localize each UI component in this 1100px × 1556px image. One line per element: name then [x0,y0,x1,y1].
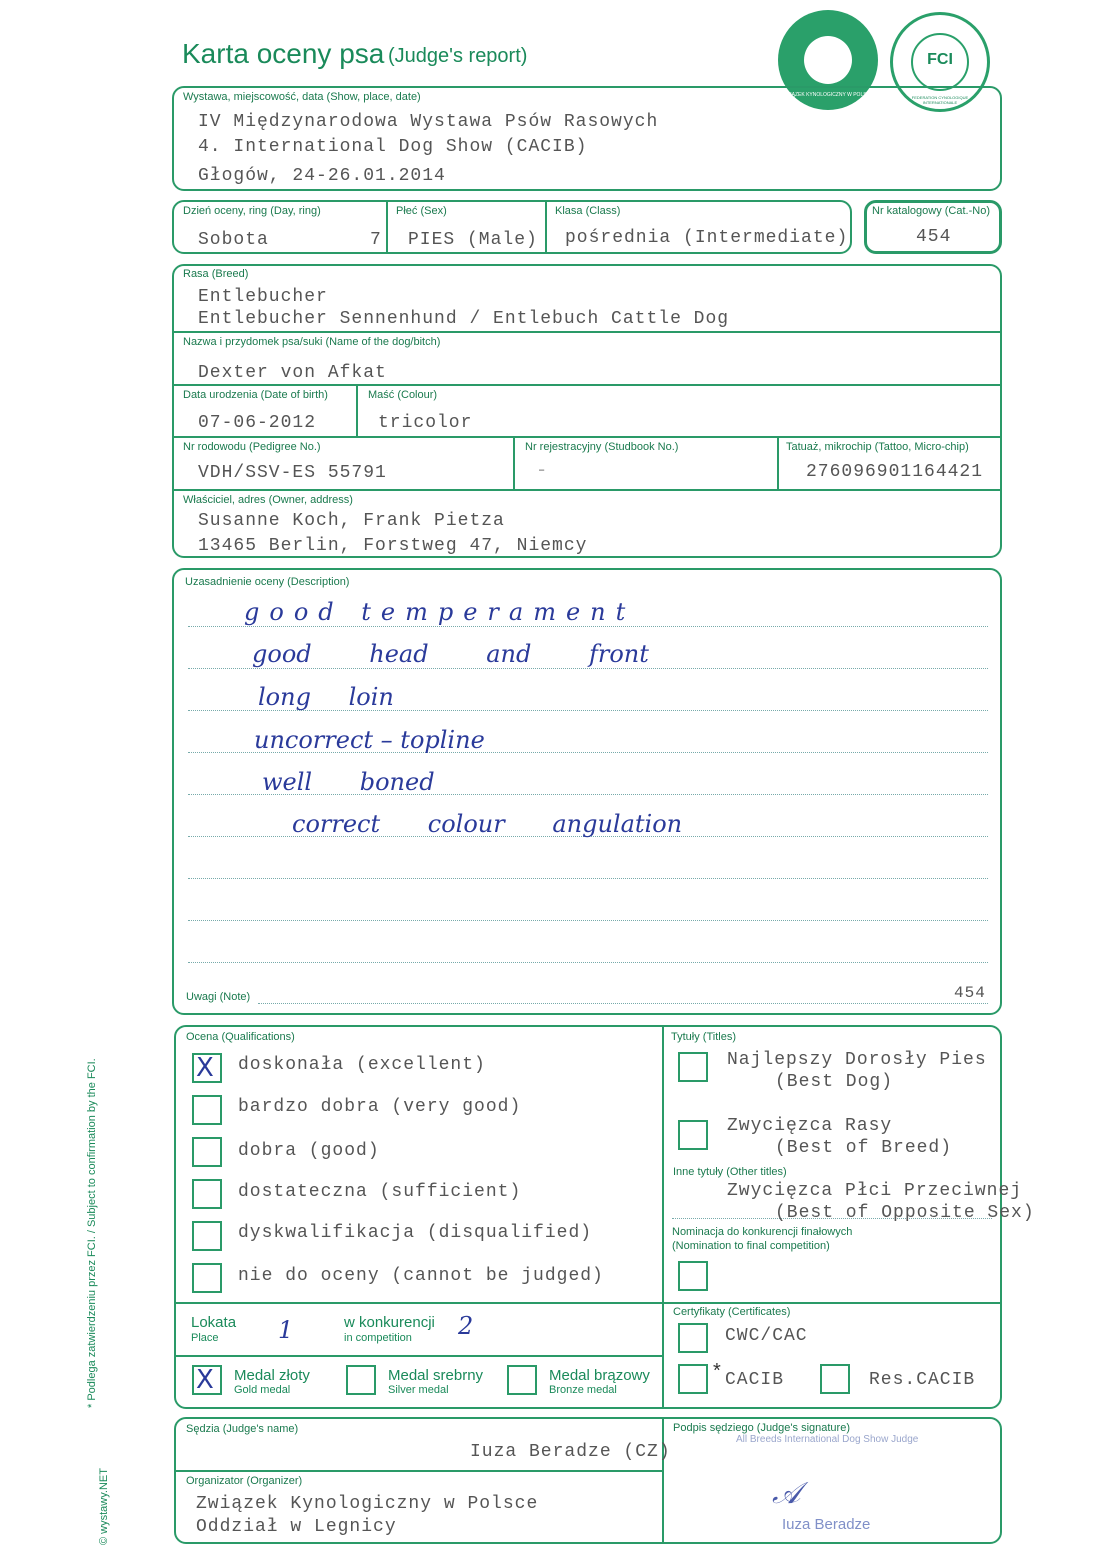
dog-icon [804,36,852,84]
organizer-label: Organizator (Organizer) [186,1475,303,1487]
day-value: Sobota [198,230,269,250]
dob-label: Data urodzenia (Date of birth) [183,389,328,401]
class-value: pośrednia (Intermediate) [565,228,849,248]
description-label: Uzasadnienie oceny (Description) [185,576,350,588]
fci-ring-text: FEDERATION CYNOLOGIQUE INTERNATIONALE [911,95,969,105]
sex-label: Płeć (Sex) [396,205,447,217]
breed-value: Entlebucher [198,287,328,307]
silver-medal-checkbox[interactable] [346,1365,376,1395]
owner-label: Właściciel, adres (Owner, address) [183,494,353,506]
best-dog-checkbox[interactable] [678,1052,708,1082]
brand-mark: © wystawy.NET [98,1468,110,1545]
cacib-label: CACIB [725,1370,785,1390]
res-cacib-checkbox[interactable] [820,1364,850,1394]
catno-value: 454 [916,227,952,247]
competition-sublabel: in competition [344,1332,412,1344]
side-note: * Podlega zatwierdzeniu przez FCI. / Subject to confirmation by the FCI. [86,1058,98,1408]
qual-cannot-judge-label: nie do oceny (cannot be judged) [238,1266,604,1286]
nomination-checkbox[interactable] [678,1261,708,1291]
judge-name: Iuza Beradze (CZ) [470,1442,671,1462]
judge-label: Sędzia (Judge's name) [186,1423,299,1435]
cacib-checkbox[interactable] [678,1364,708,1394]
judge-signature: 𝒜 [772,1476,801,1511]
qual-cannot-judge-checkbox[interactable] [192,1263,222,1293]
other-titles-label: Inne tytuły (Other titles) [673,1166,787,1178]
pedigree-label: Nr rodowodu (Pedigree No.) [183,441,321,453]
qualifications-label: Ocena (Qualifications) [186,1031,295,1043]
gold-medal-checkbox[interactable]: X [192,1365,222,1395]
description-line: uncorrect – topline [254,726,485,754]
bos-label-en: (Best of Opposite Sex) [775,1203,1035,1223]
chip-label: Tatuaż, mikrochip (Tattoo, Micro-chip) [786,441,969,453]
chip-value: 276096901164421 [806,462,984,482]
fci-logo-text: FCI [927,51,953,68]
show-name-en: 4. International Dog Show (CACIB) [198,137,588,157]
show-label: Wystawa, miejscowość, data (Show, place, date) [183,91,421,103]
cwc-cac-checkbox[interactable] [678,1323,708,1353]
dogname-value: Dexter von Afkat [198,363,387,383]
place-sublabel: Place [191,1332,219,1344]
studbook-label: Nr rejestracyjny (Studbook No.) [525,441,679,453]
cacib-asterisk: * [713,1360,721,1382]
competition-value: 2 [458,1312,474,1340]
place-value: 1 [278,1316,294,1344]
show-name: IV Międzynarodowa Wystawa Psów Rasowych [198,112,659,132]
dogname-label: Nazwa i przydomek psa/suki (Name of the dog/bitch) [183,336,441,348]
qual-sufficient-checkbox[interactable] [192,1179,222,1209]
sex-value: PIES (Male) [408,230,538,250]
catno-label: Nr katalogowy (Cat.-No) [872,205,990,217]
best-dog-label-en: (Best Dog) [775,1072,894,1092]
show-place-date: Głogów, 24-26.01.2014 [198,166,446,186]
page-subtitle: (Judge's report) [388,45,528,67]
studbook-value: – [538,463,547,477]
qual-sufficient-label: dostateczna (sufficient) [238,1182,522,1202]
signature-stamp: All Breeds International Dog Show Judge [736,1434,919,1445]
qual-disqualified-checkbox[interactable] [192,1221,222,1251]
best-dog-label: Najlepszy Dorosły Pies [727,1050,987,1070]
description-line: good head and front [252,640,649,668]
certificates-label: Certyfikaty (Certificates) [673,1306,791,1318]
nomination-label: Nominacja do konkurencji finałowych [672,1226,853,1238]
bronze-medal-checkbox[interactable] [507,1365,537,1395]
best-of-breed-label: Zwycięzca Rasy [727,1116,893,1136]
nomination-label-en: (Nomination to final competition) [672,1240,830,1252]
signature-stamp-name: Iuza Beradze [782,1516,871,1533]
description-line: well boned [262,768,435,796]
best-of-breed-label-en: (Best of Breed) [775,1138,953,1158]
owner-address: 13465 Berlin, Forstweg 47, Niemcy [198,536,588,556]
titles-label: Tytuły (Titles) [671,1031,736,1043]
qual-very-good-label: bardzo dobra (very good) [238,1097,522,1117]
silver-medal-label: Medal srebrny [388,1367,484,1384]
qual-good-checkbox[interactable] [192,1137,222,1167]
page-title: Karta oceny psa [182,38,385,69]
dob-value: 07-06-2012 [198,413,317,433]
owner-names: Susanne Koch, Frank Pietza [198,511,505,531]
cwc-cac-label: CWC/CAC [725,1326,808,1346]
gold-medal-sublabel: Gold medal [234,1384,291,1396]
description-line: correct colour angulation [292,810,683,838]
description-line: good temperament [244,598,636,626]
note-label: Uwagi (Note) [186,991,251,1003]
signature-label: Podpis sędziego (Judge's signature) [673,1422,850,1434]
qual-disqualified-label: dyskwalifikacja (disqualified) [238,1223,593,1243]
qual-excellent-checkbox[interactable]: X [192,1053,222,1083]
description-line: long loin [258,683,394,711]
res-cacib-label: Res.CACIB [869,1370,976,1390]
qual-good-label: dobra (good) [238,1141,380,1161]
breed-label: Rasa (Breed) [183,268,249,280]
day-label: Dzień oceny, ring (Day, ring) [183,205,321,217]
silver-medal-sublabel: Silver medal [388,1384,449,1396]
organizer-name: Związek Kynologiczny w Polsce [196,1494,539,1514]
pedigree-value: VDH/SSV-ES 55791 [198,463,387,483]
zkwp-logo-text: ZWIĄZEK KYNOLOGICZNY W POLSCE [782,92,874,98]
gold-medal-label: Medal złoty [234,1367,310,1384]
breed-value-full: Entlebucher Sennenhund / Entlebuch Cattle Dog [198,309,730,329]
note-value: 454 [954,984,986,1002]
qual-excellent-label: doskonała (excellent) [238,1055,486,1075]
bronze-medal-label: Medal brązowy [549,1367,650,1384]
colour-label: Maść (Colour) [368,389,438,401]
place-label: Lokata [191,1314,237,1331]
competition-label: w konkurencji [344,1314,435,1331]
bos-label: Zwycięzca Płci Przeciwnej [727,1181,1023,1201]
qual-very-good-checkbox[interactable] [192,1095,222,1125]
best-of-breed-checkbox[interactable] [678,1120,708,1150]
ring-value: 7 [370,230,382,250]
organizer-branch: Oddział w Legnicy [196,1517,397,1537]
colour-value: tricolor [378,413,473,433]
bronze-medal-sublabel: Bronze medal [549,1384,617,1396]
class-label: Klasa (Class) [555,205,621,217]
